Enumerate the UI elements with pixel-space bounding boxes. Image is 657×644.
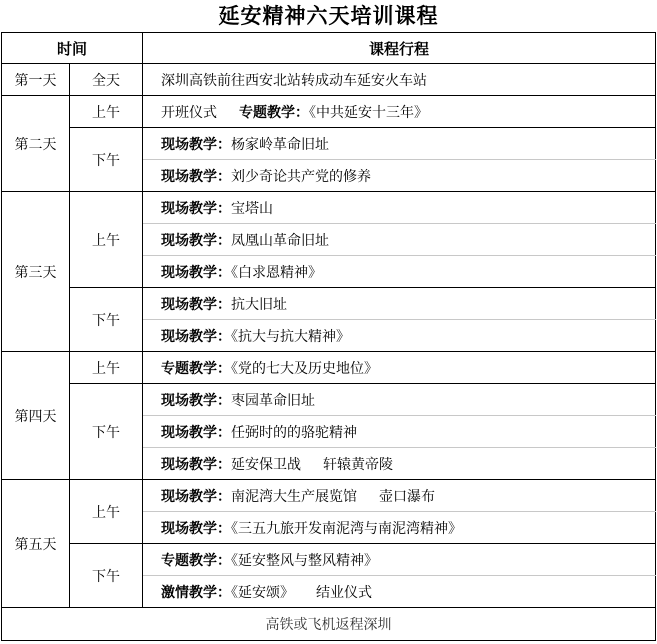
day-label: 第一天	[2, 64, 70, 96]
table-row	[2, 384, 656, 416]
item-text: 南泥湾大生产展览馆	[231, 488, 358, 505]
period-label: 上午	[70, 352, 143, 384]
day-label: 第五天	[2, 480, 70, 608]
schedule-item	[143, 96, 656, 128]
schedule-item	[143, 544, 656, 576]
period-label: 下午	[70, 288, 143, 352]
item-label: 专题教学：	[239, 104, 310, 121]
schedule-item	[143, 224, 656, 256]
item-text: 杨家岭革命旧址	[231, 136, 330, 153]
period-label: 上午	[70, 480, 143, 544]
schedule-item	[143, 288, 656, 320]
schedule-item	[143, 320, 656, 352]
day-label: 第四天	[2, 352, 70, 480]
schedule-table	[1, 32, 656, 641]
header-schedule: 课程行程	[143, 33, 656, 64]
item-label: 现场教学：	[161, 232, 232, 249]
item-label: 现场教学：	[161, 200, 232, 217]
item-text: 深圳高铁前往西安北站转成动车延安火车站	[161, 72, 428, 89]
day-label: 第二天	[2, 96, 70, 192]
item-label: 现场教学：	[161, 296, 232, 313]
item-label: 现场教学：	[161, 264, 232, 281]
footer-text: 高铁或飞机返程深圳	[2, 608, 656, 641]
header-row	[2, 33, 656, 64]
item-text: 《三五九旅开发南泥湾与南泥湾精神》	[231, 520, 463, 537]
item-label: 现场教学：	[161, 136, 232, 153]
table-row	[2, 480, 656, 512]
schedule-item	[143, 416, 656, 448]
item-text: 开班仪式	[161, 104, 218, 121]
schedule-item	[143, 352, 656, 384]
item-text: 宝塔山	[231, 200, 274, 217]
schedule-item	[143, 512, 656, 544]
footer-row	[2, 608, 656, 641]
table-row	[2, 96, 656, 128]
item-text: 抗大旧址	[231, 296, 288, 313]
table-row	[2, 288, 656, 320]
item-text: 任弼时的的骆驼精神	[231, 424, 358, 441]
table-row	[2, 544, 656, 576]
item-label: 激情教学：	[161, 584, 232, 601]
item-text: 轩辕黄帝陵	[323, 456, 394, 473]
day-label: 第三天	[2, 192, 70, 352]
schedule-item	[143, 480, 656, 512]
schedule-item	[143, 192, 656, 224]
item-label: 现场教学：	[161, 168, 232, 185]
item-text: 刘少奇论共产党的修养	[231, 168, 372, 185]
period-label: 下午	[70, 384, 143, 480]
period-label: 上午	[70, 192, 143, 288]
item-label: 专题教学：	[161, 360, 232, 377]
table-row	[2, 64, 656, 96]
item-text: 枣园革命旧址	[231, 392, 316, 409]
item-text: 结业仪式	[316, 584, 373, 601]
schedule-item	[143, 160, 656, 192]
schedule-item	[143, 448, 656, 480]
item-label: 现场教学：	[161, 456, 232, 473]
item-text: 《抗大与抗大精神》	[231, 328, 351, 345]
item-label: 现场教学：	[161, 328, 232, 345]
item-text: 《延安整风与整风精神》	[231, 552, 379, 569]
schedule-item	[143, 64, 656, 96]
period-label: 下午	[70, 128, 143, 192]
item-label: 现场教学：	[161, 424, 232, 441]
item-text: 壶口瀑布	[379, 488, 436, 505]
item-text: 《党的七大及历史地位》	[231, 360, 379, 377]
period-label: 上午	[70, 96, 143, 128]
item-label: 现场教学：	[161, 488, 232, 505]
header-time: 时间	[2, 33, 143, 64]
schedule-item	[143, 384, 656, 416]
schedule-item	[143, 576, 656, 608]
schedule-item	[143, 128, 656, 160]
item-text: 凤凰山革命旧址	[231, 232, 330, 249]
item-label: 现场教学：	[161, 392, 232, 409]
item-text: 延安保卫战	[231, 456, 302, 473]
item-text: 《白求恩精神》	[231, 264, 323, 281]
period-label: 全天	[70, 64, 143, 96]
table-row	[2, 128, 656, 160]
item-text: 《中共延安十三年》	[309, 104, 429, 121]
table-row	[2, 352, 656, 384]
item-label: 专题教学：	[161, 552, 232, 569]
table-row	[2, 192, 656, 224]
schedule-item	[143, 256, 656, 288]
item-text: 《延安颂》	[231, 584, 295, 601]
item-label: 现场教学：	[161, 520, 232, 537]
period-label: 下午	[70, 544, 143, 608]
page-title: 延安精神六天培训课程	[218, 3, 439, 28]
